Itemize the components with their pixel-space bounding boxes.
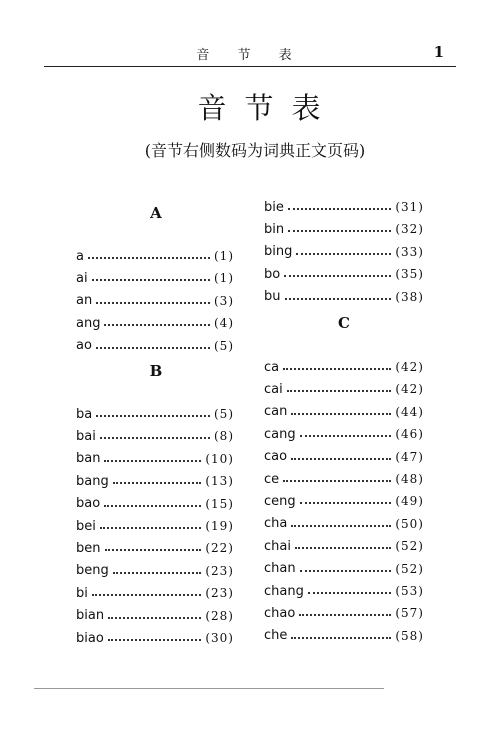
dot-leader [291, 413, 391, 415]
page-reference: (42) [395, 382, 424, 397]
section-letter-b: B [149, 362, 163, 380]
syllable: bin [264, 221, 285, 237]
page-subtitle: (音节右侧数码为词典正文页码) [144, 141, 366, 160]
page-reference: (52) [395, 561, 424, 576]
dot-leader [285, 298, 392, 300]
dot-leader [96, 302, 210, 304]
dot-leader [104, 324, 210, 326]
dot-leader [104, 505, 201, 507]
index-entry [264, 264, 424, 284]
syllable: bi [76, 585, 88, 601]
index-entry [264, 514, 424, 534]
syllable: bei [76, 518, 96, 534]
syllable: bu [264, 289, 281, 305]
syllable: ceng [264, 493, 296, 509]
page-reference: (46) [395, 427, 424, 442]
index-entry [76, 404, 234, 424]
dot-leader [284, 275, 391, 277]
syllable: ao [76, 338, 92, 354]
page-reference: (44) [395, 404, 424, 419]
syllable: bie [264, 199, 284, 215]
syllable: bing [264, 244, 293, 260]
page-reference: (30) [205, 631, 234, 645]
page-reference: (38) [395, 289, 424, 304]
index-entry [76, 336, 234, 356]
index-entry [264, 357, 424, 377]
page-reference: (8) [214, 429, 234, 444]
dot-leader [104, 460, 201, 462]
dot-leader [295, 547, 391, 549]
dot-leader [308, 592, 392, 594]
page-reference: (15) [205, 496, 234, 511]
dot-leader [100, 527, 201, 529]
dot-leader [100, 437, 210, 439]
dot-leader [105, 549, 202, 551]
syllable: ce [264, 471, 280, 487]
index-entry [76, 471, 234, 491]
index-entry [264, 536, 424, 556]
index-entry [264, 197, 424, 217]
page-reference: (31) [395, 200, 424, 214]
page-reference: (49) [395, 494, 424, 509]
section-letter-a: A [150, 204, 162, 222]
index-entry [76, 426, 234, 446]
section-letter-c: C [338, 314, 350, 332]
index-entry [76, 449, 234, 469]
index-entry [264, 491, 424, 511]
index-entry [264, 219, 424, 239]
page-reference: (53) [395, 584, 424, 598]
dot-leader [288, 208, 391, 210]
index-entry [264, 581, 424, 601]
syllable: bang [76, 473, 109, 489]
syllable: chai [264, 538, 291, 554]
syllable: ang [76, 315, 101, 331]
index-entry [76, 246, 234, 266]
index-entry [264, 603, 424, 623]
page-reference: (4) [214, 316, 234, 331]
page-reference: (52) [395, 539, 424, 554]
index-entry [76, 561, 234, 581]
index-entry [76, 291, 234, 311]
dot-leader [108, 617, 201, 619]
syllable: cha [264, 516, 288, 532]
syllable: ben [76, 540, 101, 556]
page-title: 音节表 [197, 91, 339, 125]
index-entry [76, 628, 234, 648]
syllable: cao [264, 449, 288, 465]
syllable: beng [76, 563, 109, 579]
index-entry [76, 268, 234, 288]
index-entry [264, 447, 424, 467]
index-entry [264, 287, 424, 307]
page-reference: (57) [395, 606, 424, 621]
dot-leader [300, 502, 392, 504]
index-entry [76, 313, 234, 333]
syllable: bo [264, 266, 281, 282]
dot-leader [283, 480, 391, 482]
syllable: ca [264, 359, 280, 375]
page-reference: (47) [395, 449, 424, 464]
page-reference: (10) [205, 451, 234, 466]
syllable: ban [76, 451, 101, 467]
syllable: can [264, 404, 288, 420]
dot-leader [288, 230, 391, 232]
dot-leader [96, 347, 210, 349]
dot-leader [291, 458, 391, 460]
syllable: ba [76, 406, 93, 422]
page-number: 1 [433, 43, 444, 61]
page-reference: (35) [395, 267, 424, 282]
syllable: chan [264, 561, 296, 577]
index-entry [264, 402, 424, 422]
index-entry [264, 469, 424, 489]
running-title: 音 节 表 [196, 48, 304, 63]
dot-leader [299, 614, 391, 616]
dot-leader [291, 525, 391, 527]
syllable: bian [76, 608, 105, 624]
dot-leader [92, 279, 210, 281]
syllable: cang [264, 426, 296, 442]
page-reference: (32) [395, 222, 424, 237]
index-entry [76, 538, 234, 558]
page-reference: (5) [214, 407, 234, 421]
syllable: ai [76, 270, 88, 286]
syllable: che [264, 628, 288, 644]
index-entry [76, 494, 234, 514]
syllable: an [76, 293, 93, 309]
page-reference: (1) [214, 249, 234, 263]
page-reference: (13) [205, 474, 234, 489]
page-reference: (33) [395, 244, 424, 259]
syllable: chao [264, 605, 296, 621]
page-reference: (48) [395, 472, 424, 486]
dot-leader [300, 570, 392, 572]
syllable: a [76, 248, 84, 264]
page-reference: (42) [395, 360, 424, 374]
dot-leader [113, 482, 202, 484]
page-reference: (23) [205, 586, 234, 601]
index-entry [264, 559, 424, 579]
page-reference: (22) [205, 541, 234, 556]
index-entry [76, 583, 234, 603]
index-entry [264, 379, 424, 399]
syllable: biao [76, 630, 104, 646]
page-reference: (50) [395, 516, 424, 531]
index-entry [264, 424, 424, 444]
index-entry [76, 606, 234, 626]
page-reference: (5) [214, 338, 234, 353]
page-reference: (1) [214, 271, 234, 286]
syllable: cai [264, 381, 283, 397]
running-head [0, 42, 504, 68]
index-entry [264, 626, 424, 646]
dot-leader [96, 415, 210, 417]
bottom-rule [34, 688, 384, 689]
page-reference: (19) [205, 519, 234, 533]
dot-leader [296, 253, 391, 255]
dot-leader [300, 435, 392, 437]
index-entry [264, 242, 424, 262]
dot-leader [283, 368, 391, 370]
dot-leader [291, 637, 391, 639]
dot-leader [92, 594, 201, 596]
page-reference: (23) [205, 563, 234, 578]
dot-leader [108, 639, 202, 641]
syllable: chang [264, 583, 304, 599]
dot-leader [113, 572, 202, 574]
page-reference: (58) [395, 628, 424, 643]
index-entry [76, 516, 234, 536]
syllable: bao [76, 496, 101, 512]
dot-leader [88, 257, 210, 259]
header-rule [44, 66, 456, 67]
page-reference: (3) [214, 293, 234, 308]
dot-leader [287, 390, 392, 392]
syllable: bai [76, 428, 96, 444]
page-reference: (28) [205, 608, 234, 623]
